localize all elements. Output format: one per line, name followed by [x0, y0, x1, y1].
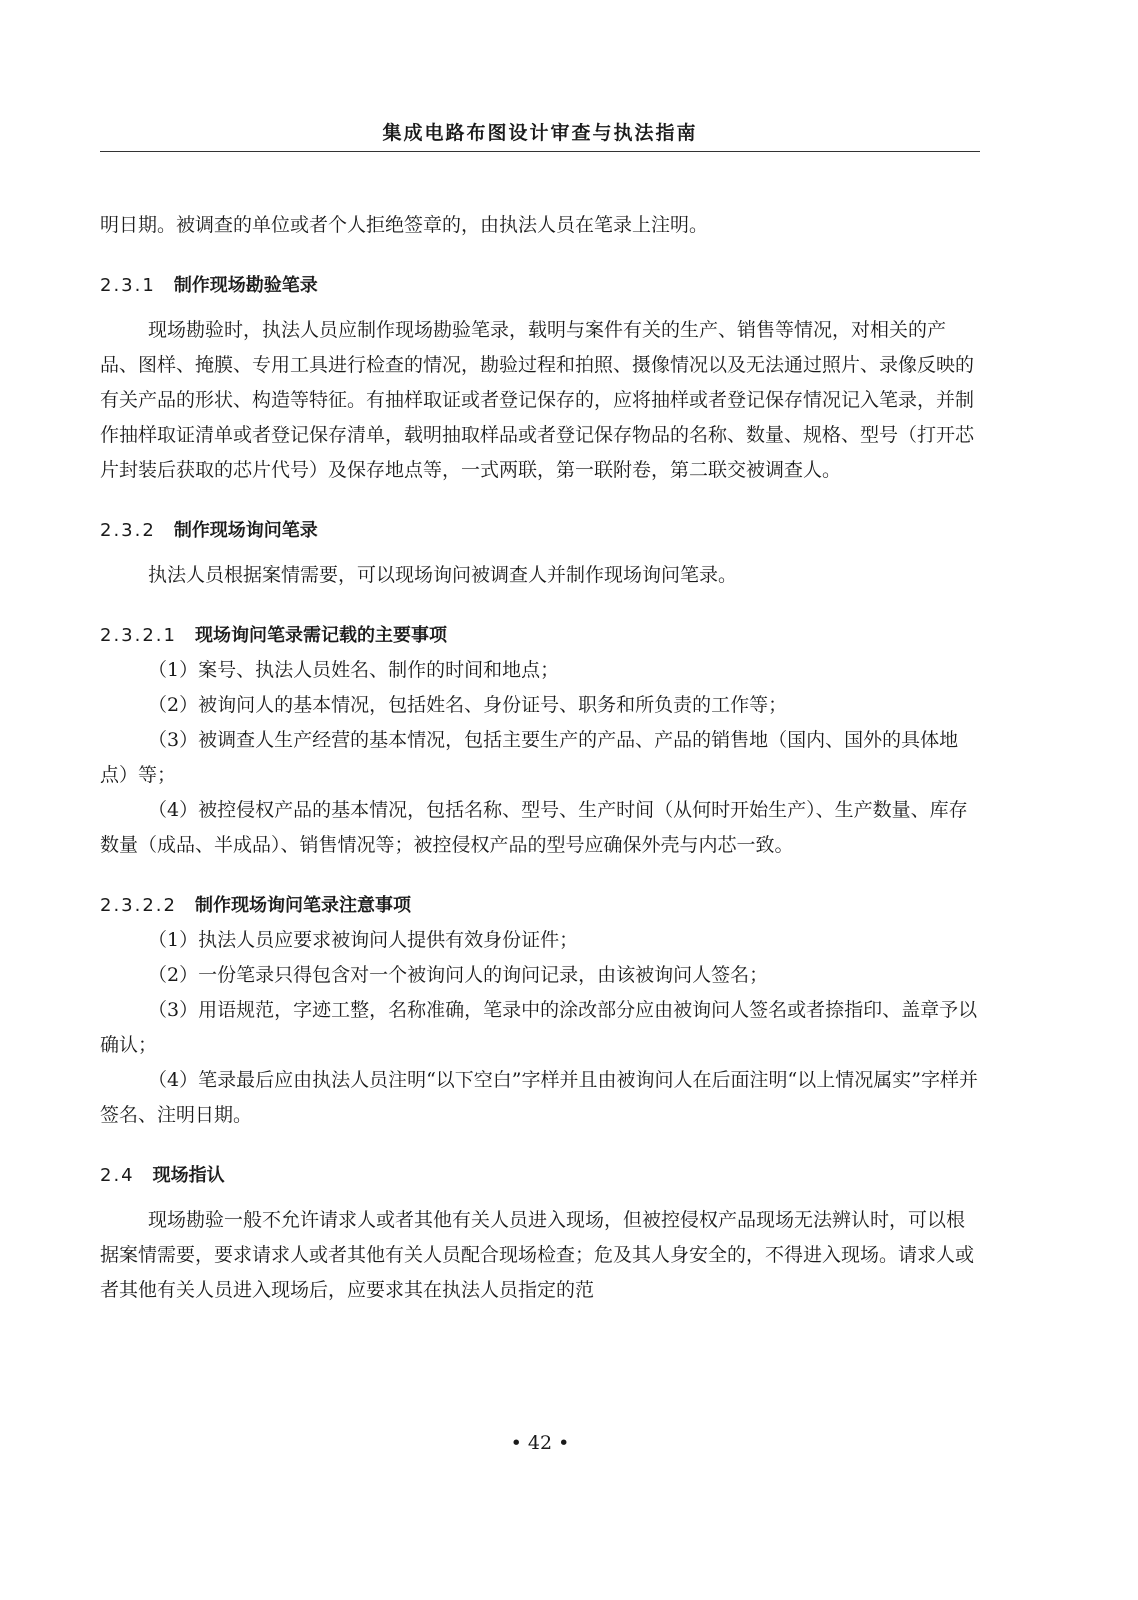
- page-number: • 42 •: [510, 1432, 570, 1454]
- list-item: （2）被询问人的基本情况，包括姓名、身份证号、职务和所负责的工作等；: [148, 694, 788, 716]
- section-title: 制作现场询问笔录注意事项: [194, 895, 411, 916]
- section-number: 2.3.2.2: [100, 895, 177, 916]
- section-number: 2.3.1: [100, 275, 156, 296]
- header-rule: [100, 151, 980, 152]
- list-item: （1）执法人员应要求被询问人提供有效身份证件；: [148, 929, 579, 951]
- running-header: 集成电路布图设计审查与执法指南: [382, 122, 698, 144]
- section-title: 制作现场询问笔录: [173, 520, 318, 541]
- list-item: （3）用语规范，字迹工整，名称准确，笔录中的涂改部分应由被询问人签名或者捺指印、盖章予以确认；: [100, 999, 978, 1056]
- section-title: 现场指认: [152, 1165, 225, 1186]
- section-heading-2-3-1: [100, 268, 980, 303]
- paragraph: 执法人员根据案情需要，可以现场询问被调查人并制作现场询问笔录。: [148, 564, 738, 586]
- section-title: 现场询问笔录需记载的主要事项: [194, 625, 447, 646]
- section-title: 制作现场勘验笔录: [173, 275, 318, 296]
- body-text: [100, 208, 980, 1308]
- section-number: 2.3.2: [100, 520, 156, 541]
- paragraph: 现场勘验时，执法人员应制作现场勘验笔录，载明与案件有关的生产、销售等情况，对相关的产品、图样、掩膜、专用工具进行检查的情况，勘验过程和拍照、摄像情况以及无法通过照片、录像反映的有关产品的形状、构造等特征。有抽样取证或者登记保存的，应将抽样或者登记保存情况记入笔录，并制作抽样取证清单或者登记保存清单，载明抽取样品或者登记保存物品的名称、数量、规格、型号（打开芯片封装后获取的芯片代号）及保存地点等，一式两联，第一联附卷，第二联交被调查人。: [100, 319, 975, 481]
- list-item: （3）被调查人生产经营的基本情况，包括主要生产的产品、产品的销售地（国内、国外的具体地点）等；: [100, 729, 959, 786]
- list-item: （4）被控侵权产品的基本情况，包括名称、型号、生产时间（从何时开始生产）、生产数量、库存数量（成品、半成品）、销售情况等；被控侵权产品的型号应确保外壳与内芯一致。: [100, 799, 968, 856]
- list-item: （4）笔录最后应由执法人员注明“以下空白”字样并且由被询问人在后面注明“以上情况属实”字样并签名、注明日期。: [100, 1069, 978, 1126]
- section-heading-2-3-2: [100, 513, 980, 548]
- section-heading-2-3-2-2: [100, 888, 980, 923]
- paragraph: 现场勘验一般不允许请求人或者其他有关人员进入现场，但被控侵权产品现场无法辨认时，可以根据案情需要，要求请求人或者其他有关人员配合现场检查；危及其人身安全的，不得进入现场。请求人或者其他有关人员进入现场后，应要求其在执法人员指定的范: [100, 1209, 975, 1301]
- section-number: 2.4: [100, 1165, 135, 1186]
- list-item: （2）一份笔录只得包含对一个被询问人的询问记录，由该被询问人签名；: [148, 964, 769, 986]
- section-heading-2-4: [100, 1158, 980, 1193]
- paragraph-continued: 明日期。被调查的单位或者个人拒绝签章的，由执法人员在笔录上注明。: [100, 214, 709, 236]
- section-heading-2-3-2-1: [100, 618, 980, 653]
- section-number: 2.3.2.1: [100, 625, 177, 646]
- list-item: （1）案号、执法人员姓名、制作的时间和地点；: [148, 659, 560, 681]
